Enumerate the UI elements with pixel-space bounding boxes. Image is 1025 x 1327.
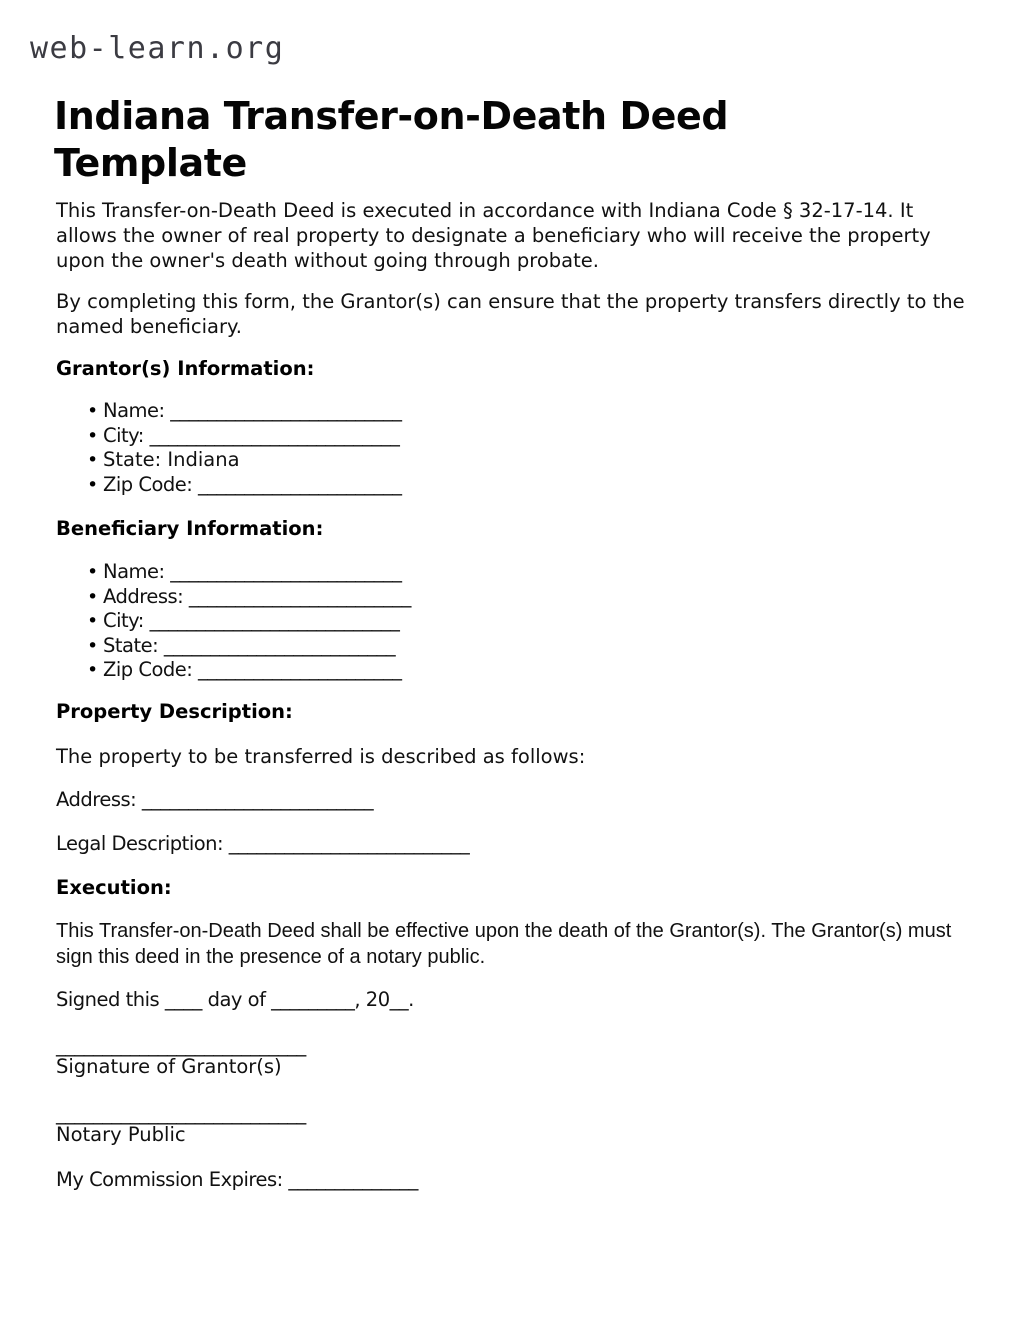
beneficiary-zip-field[interactable]: Zip Code: ______________________ <box>103 658 402 681</box>
property-intro-text: The property to be transferred is described as follows: <box>56 745 586 768</box>
grantor-fields-list <box>56 399 971 497</box>
beneficiary-state-field[interactable]: State: _________________________ <box>103 633 396 657</box>
notary-signature-label: Notary Public <box>56 1123 186 1146</box>
beneficiary-address-field[interactable]: Address: ________________________ <box>103 584 411 608</box>
grantor-name-field[interactable]: Name: _________________________ <box>103 399 402 422</box>
list-item-grantor-zip <box>56 473 971 498</box>
list-item-beneficiary-address <box>56 585 971 610</box>
execution-section-heading: Execution: <box>56 876 172 899</box>
commission-expires-field[interactable]: My Commission Expires: ______________ <box>56 1168 418 1191</box>
list-item-grantor-state <box>56 448 971 473</box>
notary-signature-rule[interactable]: ___________________________ <box>56 1102 306 1125</box>
intro-paragraph-1: This Transfer-on-Death Deed is executed in accordance with Indiana Code § 32-17-14. It allows the owner of real property to designate a beneficiary who will receive the property upon the owner's death without going through probate. <box>56 199 931 272</box>
intro-paragraph-2: By completing this form, the Grantor(s) can ensure that the property transfers directly to the named beneficiary. <box>56 290 965 338</box>
list-item-grantor-city <box>56 424 971 449</box>
property-address-field[interactable]: Address: _________________________ <box>56 788 374 811</box>
list-item-beneficiary-zip <box>56 658 971 683</box>
list-item-beneficiary-city <box>56 609 971 634</box>
property-section-heading: Property Description: <box>56 700 293 723</box>
site-watermark: web-learn.org <box>30 31 285 66</box>
beneficiary-fields-list <box>56 560 971 683</box>
grantor-zip-field[interactable]: Zip Code: ______________________ <box>103 472 402 496</box>
grantor-state-value: State: Indiana <box>103 448 240 471</box>
grantor-city-field[interactable]: City: ___________________________ <box>103 423 400 447</box>
signed-this-date-field[interactable]: Signed this ____ day of _________, 20__. <box>56 988 414 1011</box>
execution-paragraph: This Transfer-on-Death Deed shall be effective upon the death of the Grantor(s). The Grantor(s) must sign this deed in the presence of a notary public. <box>56 920 952 968</box>
grantor-signature-rule[interactable]: ___________________________ <box>56 1034 306 1057</box>
grantor-signature-label: Signature of Grantor(s) <box>56 1055 282 1078</box>
list-item-beneficiary-name <box>56 560 971 585</box>
grantor-section-heading: Grantor(s) Information: <box>56 357 315 380</box>
beneficiary-city-field[interactable]: City: ___________________________ <box>103 609 400 632</box>
list-item-grantor-name <box>56 399 971 424</box>
beneficiary-name-field[interactable]: Name: _________________________ <box>103 560 402 583</box>
beneficiary-section-heading: Beneficiary Information: <box>56 517 324 540</box>
page-title: Indiana Transfer-on-Death Deed Template <box>54 94 729 186</box>
list-item-beneficiary-state <box>56 634 971 659</box>
property-legal-description-field[interactable]: Legal Description: __________________________ <box>56 832 470 855</box>
